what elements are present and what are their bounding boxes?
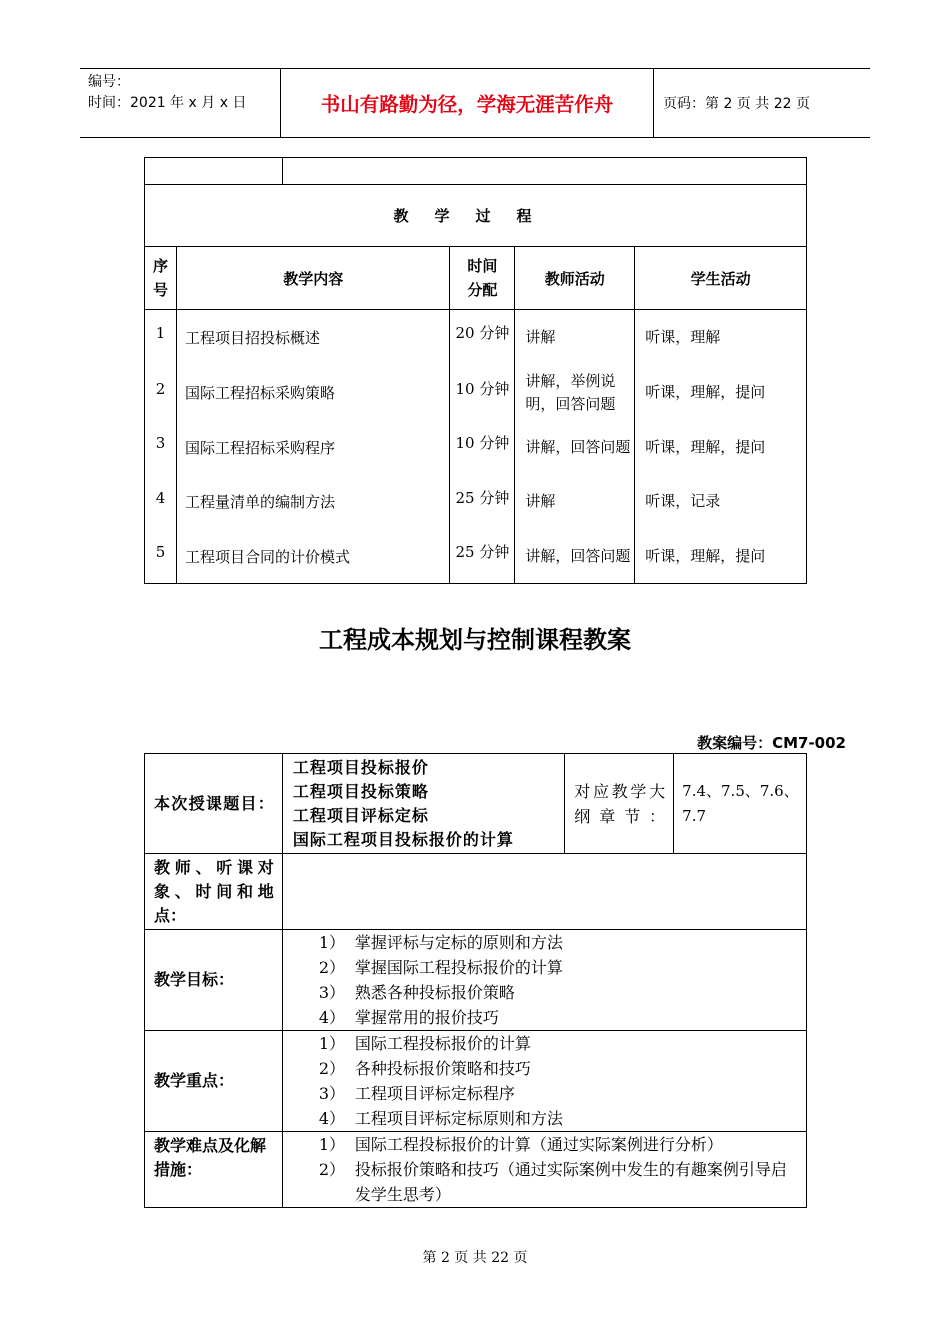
row-teacher-activity: 讲解 [515,475,635,530]
blank-row [145,158,807,185]
time-label: 时间：2021 年 x 月 x 日 [88,95,247,111]
difficulties-list [282,1132,806,1208]
item-text: 国际工程投标报价的计算（通过实际案例进行分析） [354,1135,723,1154]
list-item [319,1132,800,1157]
process-row [145,310,807,366]
list-item [319,1056,806,1081]
header-motto: 书山有路勤为径，学海无涯苦作舟 [281,69,654,137]
list-item [319,1157,800,1207]
process-row [145,475,807,530]
key-points-row [145,1031,807,1132]
item-number: 2） [318,1059,345,1078]
col-header-no: 序号 [145,247,177,310]
row-number: 4 [145,475,177,530]
item-text: 各种投标报价策略和技巧 [354,1059,531,1078]
code-label: 编号： [88,74,130,90]
difficulties-row [145,1132,807,1208]
goals-label: 教学目标： [145,930,283,1031]
process-row [145,366,807,421]
list-item [319,1031,806,1056]
page-header [80,68,870,138]
document-title: 工程成本规划与控制课程教案 [319,626,631,654]
row-student-activity: 听课，记录 [635,475,807,530]
item-text: 熟悉各种投标报价策略 [354,983,515,1002]
process-row [145,420,807,475]
item-number: 3） [318,983,345,1002]
row-number: 5 [145,529,177,584]
header-meta [80,69,281,137]
col-header-teacher: 教师活动 [515,247,635,310]
list-item [319,955,806,980]
row-student-activity: 听课，理解 [635,310,807,366]
list-item [319,1005,806,1030]
item-number: 2） [318,958,345,977]
list-item [319,930,806,955]
item-number: 4） [318,1008,345,1027]
topic-item: 工程项目投标策略 [292,781,429,801]
item-text: 国际工程投标报价的计算 [354,1034,531,1053]
item-text: 投标报价策略和技巧（通过实际案例中发生的有趣案例引导启发学生思考） [354,1160,787,1204]
topic-item: 国际工程项目投标报价的计算 [292,829,514,849]
row-student-activity: 听课，理解，提问 [635,529,807,584]
topic-item: 工程项目投标报价 [292,757,429,777]
list-item [319,1081,806,1106]
list-item [319,1106,806,1131]
row-time: 10 分钟 [450,420,515,475]
item-number: 3） [318,1084,345,1103]
row-content: 工程项目合同的计价模式 [176,529,449,584]
col-header-student: 学生活动 [635,247,807,310]
item-text: 工程项目评标定标程序 [354,1084,515,1103]
row-teacher-activity: 讲解，回答问题 [515,529,635,584]
page-footer: 第 2 页 共 22 页 [422,1250,528,1266]
header-page-info: 页码：第 2 页 共 22 页 [663,96,810,112]
process-title: 教学过程 [145,185,807,247]
row-time: 10 分钟 [450,366,515,421]
process-row [145,529,807,584]
item-number: 1） [318,1034,345,1053]
row-content: 工程量清单的编制方法 [176,475,449,530]
list-item [319,980,806,1005]
row-number: 3 [145,420,177,475]
row-student-activity: 听课，理解，提问 [635,420,807,475]
key-points-list [282,1031,806,1132]
outline-label: 对应教学大纲章节： [565,754,674,854]
row-content: 工程项目招投标概述 [176,310,449,366]
col-header-content: 教学内容 [176,247,449,310]
item-text: 掌握常用的报价技巧 [354,1008,499,1027]
goals-list [282,930,806,1031]
row-number: 2 [145,366,177,421]
row-number: 1 [145,310,177,366]
outline-value: 7.4、7.5、7.6、7.7 [674,754,807,854]
item-number: 4） [318,1109,345,1128]
difficulties-label: 教学难点及化解措施： [145,1132,283,1208]
topic-label: 本次授课题目： [145,754,283,854]
teaching-process-table [144,157,807,584]
topic-row [145,754,807,854]
row-time: 20 分钟 [450,310,515,366]
row-teacher-activity: 讲解 [515,310,635,366]
topic-item: 工程项目评标定标 [292,805,429,825]
row-student-activity: 听课，理解，提问 [635,366,807,421]
item-text: 工程项目评标定标原则和方法 [354,1109,563,1128]
topic-list [282,754,564,854]
key-points-label: 教学重点： [145,1031,283,1132]
col-header-time: 时间分配 [450,247,515,310]
item-text: 掌握国际工程投标报价的计算 [354,958,563,977]
item-number: 1） [318,1135,345,1154]
audience-value [282,854,806,930]
item-number: 2） [318,1160,345,1179]
row-time: 25 分钟 [450,529,515,584]
row-content: 国际工程招标采购策略 [176,366,449,421]
lesson-plan-table [144,753,807,1208]
process-header-row [145,247,807,310]
row-teacher-activity: 讲解，举例说明，回答问题 [515,366,635,421]
document-code: 教案编号：CM7-002 [697,734,846,752]
audience-label: 教师、听课对象、时间和地点： [145,854,283,930]
goals-row [145,930,807,1031]
item-number: 1） [318,933,345,952]
row-time: 25 分钟 [450,475,515,530]
audience-row [145,854,807,930]
row-teacher-activity: 讲解，回答问题 [515,420,635,475]
row-content: 国际工程招标采购程序 [176,420,449,475]
item-text: 掌握评标与定标的原则和方法 [354,933,563,952]
